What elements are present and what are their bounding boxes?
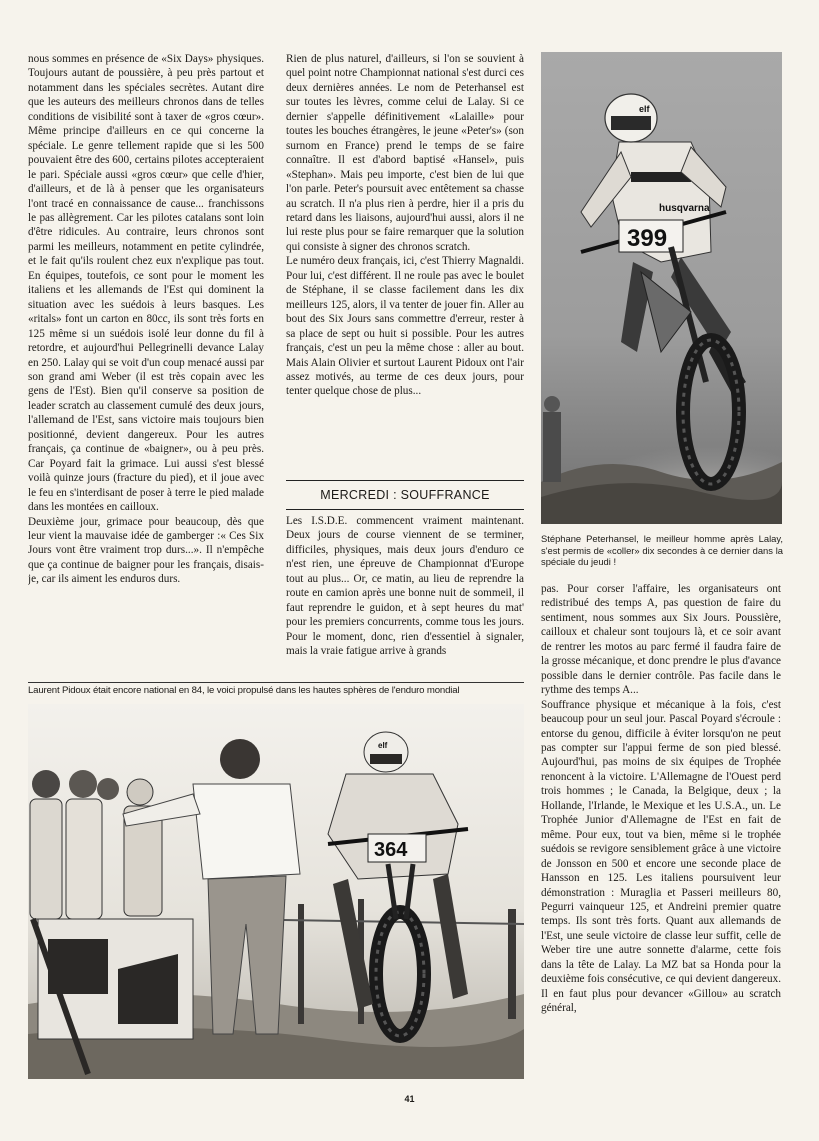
jersey-sponsor-text: husqvarna xyxy=(659,203,710,214)
article-column-2 xyxy=(286,52,524,474)
paragraph: Deuxième jour, grimace pour beaucoup, dès que leur vient la mauvaise idée de gamberger :« Ces Six Jours vont être vraiment trop durs...». Il n'empêche que ça continue de baigner pour les français, disais-je, car ils aiment les enduros durs. xyxy=(28,515,264,586)
helmet-logo-text: elf xyxy=(639,104,650,114)
paragraph: Souffrance physique et mécanique à la fois, c'est beaucoup pour un seul jour. Pascal Poyard s'écroule : entorse du genou, difficile à éviter lorsqu'on ne peut pas compter sur l'appui ferme de son pied blessé. Aujourd'hui, pas moins de six équipes de Trophée renoncent à la victoire. L'Allemagne de l'Ouest perd trois hommes ; le Canada, la Belgique, deux ; la Hollande, l'Irlande, le Mexique et les U.S.A., un. Le Trophée Junior d'Allemagne de l'Est en fait de même. Pour eux, tout va bien, même si le trophée suédois se revigore sensiblement grâce à une victoire de Jonsson en 500 et encore une seconde place de Hansson en 125. Les italiens poursuivent leur démonstration : Muraglia et Passeri meilleurs 80, Pegurri vainqueur 125, et Andreini premier quatre temps. Ils sont très forts. Quant aux allemands de l'Est, une seule victoire de classe leur suffit, celle de Weber tire une autre sonnette d'alarme, cette fois dans la tête de Lalay. La MZ bat sa Honda pour la deuxième fois consécutive, ce qui devient dangereux. Il en faut plus pour devancer «Gillou» au scratch général, xyxy=(541,698,781,1015)
caption-divider xyxy=(28,682,524,683)
paragraph: nous sommes en présence de «Six Days» physiques. Toujours autant de poussière, à peu près partout et notamment dans les spéciales secrètes. Autant dire que les auteurs des meilleurs chronos dans de telles conditions de visibilité sont à taxer de «gros cœur». Même principe d'ailleurs en ce qui concerne la spéciale. Le genre tellement rapide que si les 500 pouvaient être des 600, certains pilotes accepteraient le pari. Spéciale aussi «gros cœur» que celle d'hier, d'ailleurs, et de là à penser que les organisateurs l'ont tracé en connaissance de cause... franchissons le pas allègrement. Car les pilotes catalans sont loin d'être ridicules. Au contraire, leurs chronos sont parmi les meilleurs, notamment en petite cylindrée, et le fait qu'ils roulent chez eux n'explique pas tout. En équipes, toutefois, ce sont pour le moment les italiens et les allemands de l'Est qui dominent la situation avec les suédois à leurs basques. Les «ritals» font un carton en 80cc, ils sont très forts en 125 même si un suédois isolé leur donne du fil à retordre, et aujourd'hui Pellegrinelli devance Lalay en 250. Lalay qui se voit d'un coup menacé aussi par son grand ami Weber (il est très copain avec les gens de l'Est). Bien qu'il conserve sa position de leader scratch au classement cumulé des deux jours, l'allemand de l'Est, sans victoire mais toujours bien positionné, devient dangereux. Pour les autres français, ça continue de «baigner», ou à peu près. Car Poyard fait la grimace. Lui aussi s'est blessé voilà quinze jours (fracture du pied), et il joue avec le feu en s'interdisant de poser à terre le pied malade dans les montées en cailloux. xyxy=(28,53,264,514)
paragraph: Le numéro deux français, ici, c'est Thierry Magnaldi. Pour lui, c'est différent. Il ne roule pas avec le boulet de Stéphane, il se classe facilement dans les dix meilleurs 125, alors, il va tenter de jouer fin. Aller au bout des Six Jours sans commettre d'erreur, rester à sa place de sept ou huit si possible. Pour les autres français, c'est un peu la même chose : aller au bout. Mais Alain Olivier et surtout Laurent Pidoux ont l'air assez motivés, au terme de ces deux jours, pour tenter quelque chose de plus... xyxy=(286,255,524,398)
paragraph: Rien de plus naturel, d'ailleurs, si l'on se souvient à quel point notre Championnat national s'est durci ces deux dernières années. Le nom de Peterhansel est sur toutes les lèvres, comme celui de Lalay. Si ce dernier s'appelle définitivement «Lalaille» pour toutes les bouches étrangères, le jeune «Peter's» (son surnom en France) prend le temps de se faire connaître. Il est d'abord baptisé «Hansel», puis «Stephan». Mais peu importe, c'est bien de lui que l'on parle. Peter's poursuit avec entêtement sa chasse au scratch. Il n'a plus rien à perdre, hier il a pris du retard dans les liaisons, aujourd'hui aussi, alors il ne lui reste plus pour se faire remarquer que la solution qui consiste à signer des chronos scratch. xyxy=(286,53,524,253)
section-heading: MERCREDI : SOUFFRANCE xyxy=(286,480,524,510)
article-column-2-continued xyxy=(286,514,524,680)
paragraph: pas. Pour corser l'affaire, les organisateurs ont redistribué des temps A, pas question de faire du sentiment, nous sommes aux Six Jours. Poussière, cailloux et chaleur sont toujours là, et ce soir avant de rentrer les motos au parc fermé il faudra faire de la grosse mécanique, et donc prendre le plus d'avance possible dans le dernier contrôle. Pas facile dans le rythme des temps A... xyxy=(541,583,781,697)
article-column-3 xyxy=(541,582,781,1082)
number-plate-text: 399 xyxy=(627,225,668,252)
photo-peterhansel-motocross xyxy=(541,52,782,524)
article-column-1 xyxy=(28,52,264,682)
photo-caption-peterhansel: Stéphane Peterhansel, le meilleur homme après Lalay, s'est permis de «coller» dix secondes à ce dernier dans la spéciale du jeudi ! xyxy=(541,533,783,568)
number-plate-text: 364 xyxy=(374,839,408,861)
photo-pidoux-enduro-control xyxy=(28,704,524,1079)
page-number: 41 xyxy=(404,1094,415,1104)
photo-caption-pidoux: Laurent Pidoux était encore national en 84, le voici propulsé dans les hautes sphères de l'enduro mondial xyxy=(28,685,460,696)
helmet-logo-text: elf xyxy=(378,741,388,750)
paragraph: Les I.S.D.E. commencent vraiment maintenant. Deux jours de course viennent de se terminer, difficiles, physiques, mais deux jours d'enduro ce n'est rien, une épreuve de Championnat d'Europe tout au plus... Or, ce matin, au lieu de reprendre la route en camion après une bonne nuit de sommeil, il faut reprendre le guidon, et à sept heures du mat' pour les premiers concurrents, comme tous les jours. Pour le moment, donc, rien d'essentiel à signaler, mais la vraie fatigue arrive à grands xyxy=(286,515,524,658)
